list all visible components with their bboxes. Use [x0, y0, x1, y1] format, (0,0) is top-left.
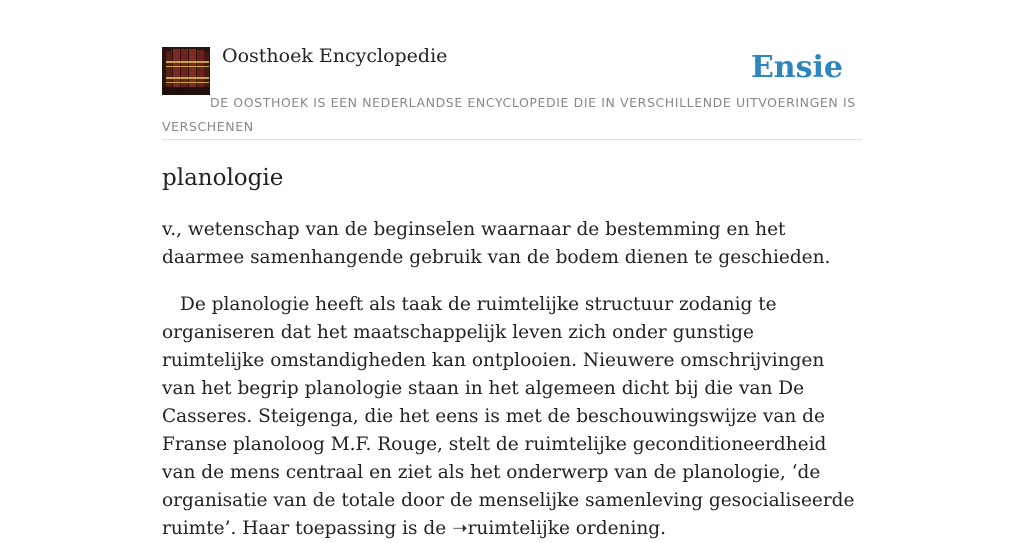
article-paragraph-definition: v., wetenschap van de beginselen waarnaar de bestemming en het daarmee samenhangende gebruik van de bodem dienen te geschieden. [162, 219, 831, 268]
link-ruimtelijke-ordening[interactable]: ruimtelijke ordening [467, 518, 661, 539]
site-header [162, 0, 862, 140]
books-icon [162, 47, 210, 95]
article-title: planologie [162, 165, 284, 191]
tagline-text: DE OOSTHOEK IS EEN NEDERLANDSE ENCYCLOPEDIE DIE IN VERSCHILLENDE UITVOERINGEN IS VERSCHENEN [162, 95, 856, 134]
arrow-right-icon: ➝ [452, 518, 468, 539]
site-tagline [162, 91, 862, 139]
article-paragraph-body [162, 291, 862, 543]
encyclopedia-books-avatar[interactable] [162, 47, 210, 95]
paragraph-body-text: De planologie heeft als taak de ruimtelijke structuur zodanig te organiseren dat het maatschappelijk leven zich onder gunstige ruimtelijke omstandigheden kan ontplooien. Nieuwere omschrijvingen van het begrip planologie staan in het algemeen dicht bij die van De Casseres. Steigenga, die het eens is met de beschouwingswijze van de Franse planoloog M.F. Rouge, stelt de ruimtelijke geconditioneerdheid van de mens centraal en ziet als het onderwerp van de planologie, ‘de organisatie van de totale door de menselijke samenleving gesocialiseerde ruimte’. Haar toepassing is de [162, 294, 855, 539]
content-container [162, 0, 862, 539]
brand-logo-link[interactable]: Ensie [750, 50, 843, 85]
paragraph-body-end: . [660, 518, 667, 539]
site-name[interactable]: Oosthoek Encyclopedie [222, 45, 448, 67]
